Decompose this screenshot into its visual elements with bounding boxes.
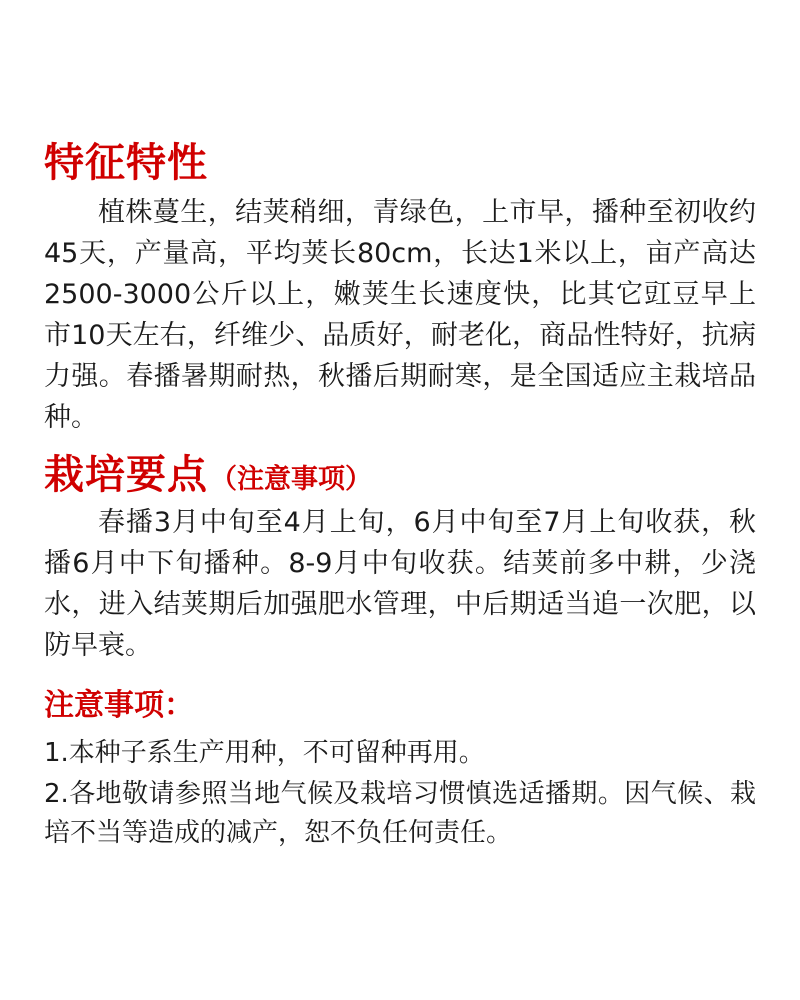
section-heading-cultivation: 栽培要点 <box>44 451 208 499</box>
notice-item: 2.各地敬请参照当地气候及栽培习惯慎选适播期。因气候、栽培不当等造成的减产，恕不负任何责任。 <box>44 779 756 849</box>
notice-item: 1.本种子系生产用种，不可留种再用。 <box>44 738 485 769</box>
section-paragraph-characteristics: 植株蔓生，结荚稍细，青绿色，上市早，播种至初收约45天，产量高，平均荚长80cm，长达1米以上，亩产高达2500-3000公斤以上，嫩荚生长速度快，比其它豇豆早上市10天左右，纤维少、品质好，耐老化，商品性特好，抗病力强。春播暑期耐热，秋播后期耐寒，是全国适应主栽培品种。 <box>44 197 756 434</box>
section-cultivation <box>44 452 756 666</box>
notice-heading: 注意事项： <box>44 688 194 724</box>
section-heading-row-cultivation <box>44 452 756 498</box>
section-notice <box>44 688 756 853</box>
spacer-after-characteristics <box>44 438 756 452</box>
spacer-after-cultivation <box>44 666 756 688</box>
section-paragraph-cultivation: 春播3月中旬至4月上旬，6月中旬至7月上旬收获，秋播6月中下旬播种。8-9月中旬收获。结荚前多中耕，少浇水，进入结荚期后加强肥水管理，中后期适当追一次肥，以防早衰。 <box>44 507 756 662</box>
section-heading-characteristics: 特征特性 <box>44 139 208 186</box>
section-heading-note-cultivation: （注意事项） <box>210 464 372 496</box>
notice-list <box>44 734 756 853</box>
section-characteristics <box>44 140 756 438</box>
